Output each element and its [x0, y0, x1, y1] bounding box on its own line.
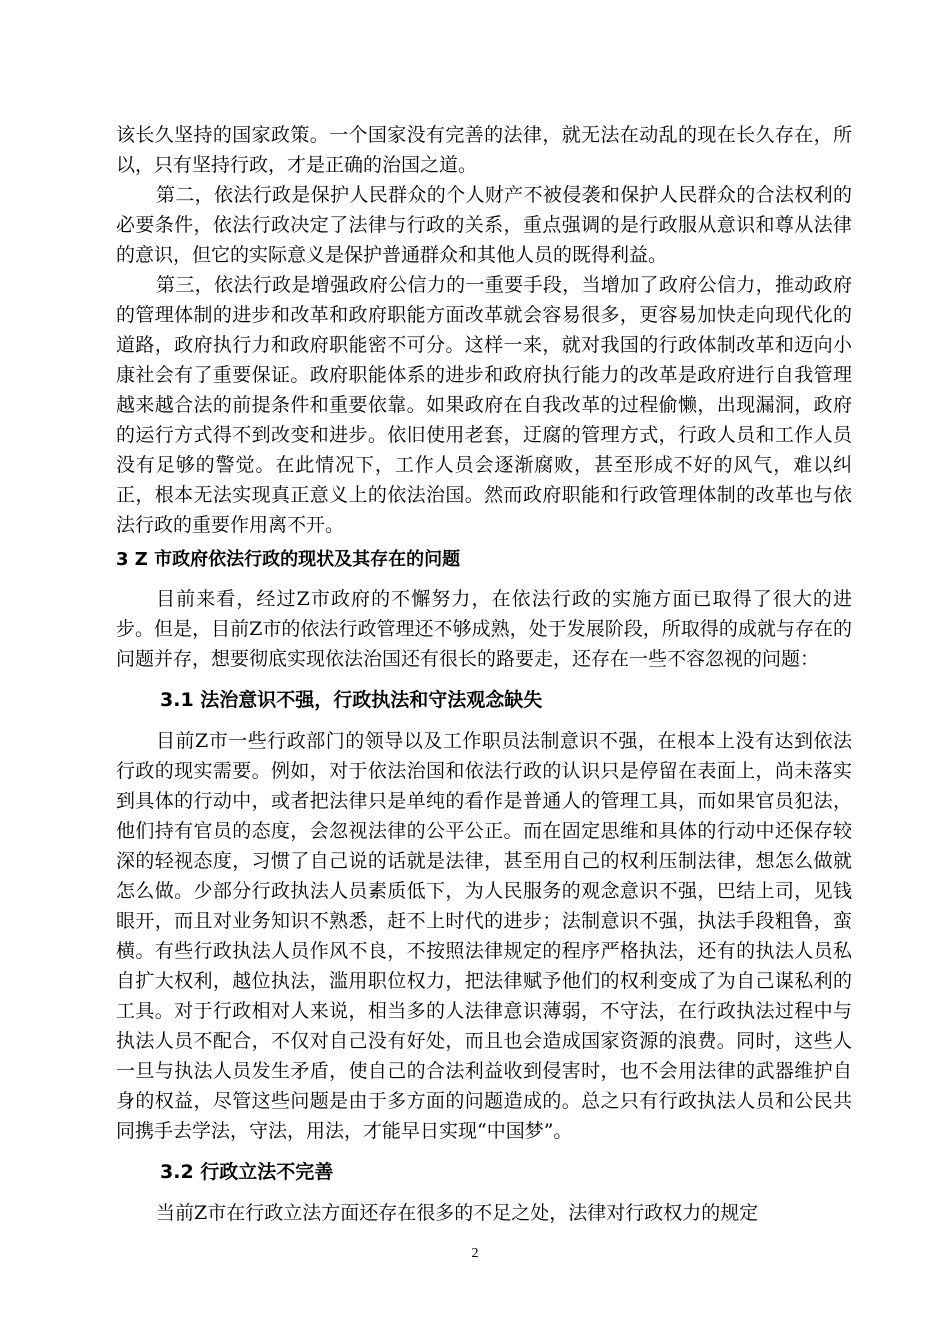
- section-heading-3: 3 Z 市政府依法行政的现状及其存在的问题: [116, 549, 461, 570]
- paragraph-section-3-1: 目前Z市一些行政部门的领导以及工作职员法制意识不强，在根本上没有达到依法行政的现实需要。例如，对于依法治国和依法行政的认识只是停留在表面上，尚未落实到具体的行动中，或者把法律只是单纯的看作是普通人的管理工具，而如果官员犯法，他们持有官员的态度，会忽视法律的公平公正。而在固定思维和具体的行动中还保存较深的轻视态度，习惯了自己说的话就是法律，甚至用自己的权利压制法律，想怎么做就怎么做。少部分行政执法人员素质低下，为人民服务的观念意识不强，巴结上司，见钱眼开，而且对业务知识不熟悉，赶不上时代的进步；法制意识不强，执法手段粗鲁，蛮横。有些行政执法人员作风不良，不按照法律规定的程序严格执法，还有的执法人员私自扩大权利，越位执法，滥用职位权力，把法律赋予他们的权利变成了为自己谋私利的工具。对于行政相对人来说，相当多的人法律意识薄弱，不守法，在行政执法过程中与执法人员不配合，不仅对自己没有好处，而且也会造成国家资源的浪费。同时，这些人一旦与执法人员发生矛盾，使自己的合法利益收到侵害时，也不会用法律的武器维护自身的权益，尽管这些问题是由于多方面的问题造成的。总之只有行政执法人员和公民共同携手去学法，守法，用法，才能早日实现“中国梦”。: [116, 730, 852, 1142]
- subsection-heading-3-2: 3.2 行政立法不完善: [160, 1161, 334, 1183]
- paragraph-third: 第三，依法行政是增强政府公信力的一重要手段，当增加了政府公信力，推动政府的管理体制的进步和改革和政府职能方面改革就会容易很多，更容易加快走向现代化的道路，政府执行力和政府职能密不可分。这样一来，就对我国的行政体制改革和迈向小康社会有了重要保证。政府职能体系的进步和政府执行能力的改革是政府进行自我管理越来越合法的前提条件和重要依靠。如果政府在自我改革的过程偷懒，出现漏洞，政府的运行方式得不到改变和进步。依旧使用老套，迂腐的管理方式，行政人员和工作人员没有足够的警觉。在此情况下，工作人员会逐渐腐败，甚至形成不好的风气，难以纠正，根本无法实现真正意义上的依法治国。然而政府职能和行政管理体制的改革也与依法行政的重要作用离不开。: [116, 274, 852, 536]
- paragraph-second: 第二，依法行政是保护人民群众的个人财产不被侵袭和保护人民群众的合法权利的必要条件，依法行政决定了法律与行政的关系，重点强调的是行政服从意识和尊从法律的意识，但它的实际意义是保护普通群众和其他人员的既得利益。: [116, 184, 852, 266]
- paragraph-section-3-intro: 目前来看，经过Z市政府的不懈努力，在依法行政的实施方面已取得了很大的进步。但是，目前Z市的依法行政管理还不够成熟，处于发展阶段，所取得的成就与存在的问题并存，想要彻底实现依法治国还有很长的路要走，还存在一些不容忽视的问题：: [116, 588, 852, 670]
- paragraph-continuation: 该长久坚持的国家政策。一个国家没有完善的法律，就无法在动乱的现在长久存在，所以，只有坚持行政，才是正确的治国之道。: [116, 124, 852, 176]
- subsection-heading-3-1: 3.1 法治意识不强，行政执法和守法观念缺失: [160, 689, 543, 711]
- page-number: 2: [471, 1246, 479, 1261]
- paragraph-section-3-2: 当前Z市在行政立法方面还存在很多的不足之处，法律对行政权力的规定: [156, 1202, 759, 1224]
- document-page: [116, 120, 852, 1228]
